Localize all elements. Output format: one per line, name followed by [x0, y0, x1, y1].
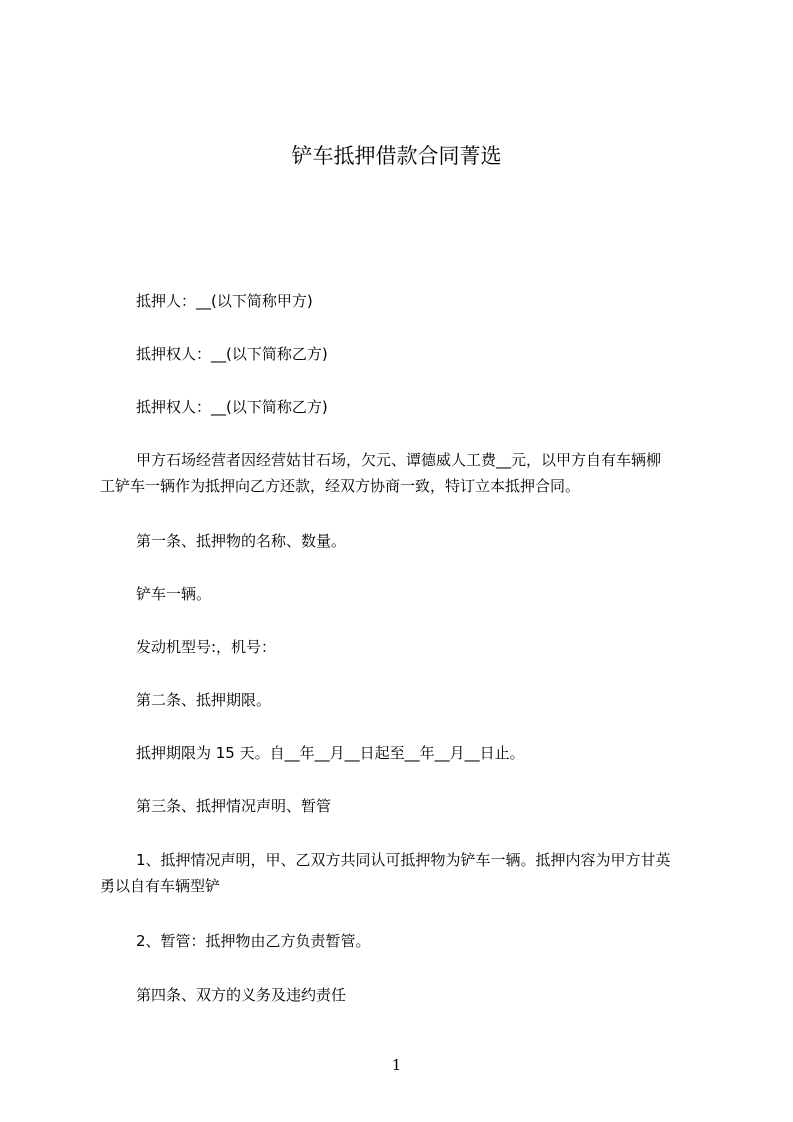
article-2-heading: 第二条、抵押期限。: [136, 691, 272, 709]
preamble-line-1: 甲方石场经营者因经营姑甘石场，欠元、谭德威人工费__元，以甲方自有车辆柳: [136, 451, 662, 469]
mortgage-statement-paragraph: [100, 847, 710, 899]
custody-line: 2、暂管：抵押物由乙方负责暂管。: [136, 932, 371, 950]
preamble-line-2: 工铲车一辆作为抵押向乙方还款，经双方协商一致，特订立本抵押合同。: [100, 477, 581, 495]
mortgage-statement-line-2: 勇以自有车辆型铲: [100, 877, 221, 895]
page-number: 1: [391, 1056, 402, 1074]
mortgage-term-line: 抵押期限为 15 天。自__年__月__日起至__年__月__日止。: [136, 744, 525, 762]
collateral-item: 铲车一辆。: [136, 585, 212, 603]
preamble-paragraph: [100, 447, 710, 499]
engine-number-line: 发动机型号:，机号：: [136, 638, 277, 656]
article-3-heading: 第三条、抵押情况声明、暂管: [136, 797, 332, 815]
article-1-heading: 第一条、抵押物的名称、数量。: [136, 532, 347, 550]
document-title: 铲车抵押借款合同菁选: [291, 144, 502, 168]
mortgagor-line: 抵押人：__(以下简称甲方): [136, 292, 313, 310]
article-4-heading: 第四条、双方的义务及违约责任: [136, 986, 347, 1004]
mortgagee-line-repeat: 抵押权人：__(以下简称乙方): [136, 398, 328, 416]
mortgage-statement-line-1: 1、抵押情况声明，甲、乙双方共同认可抵押物为铲车一辆。抵押内容为甲方甘英: [136, 851, 671, 869]
mortgagee-line: 抵押权人：__(以下简称乙方): [136, 345, 328, 363]
